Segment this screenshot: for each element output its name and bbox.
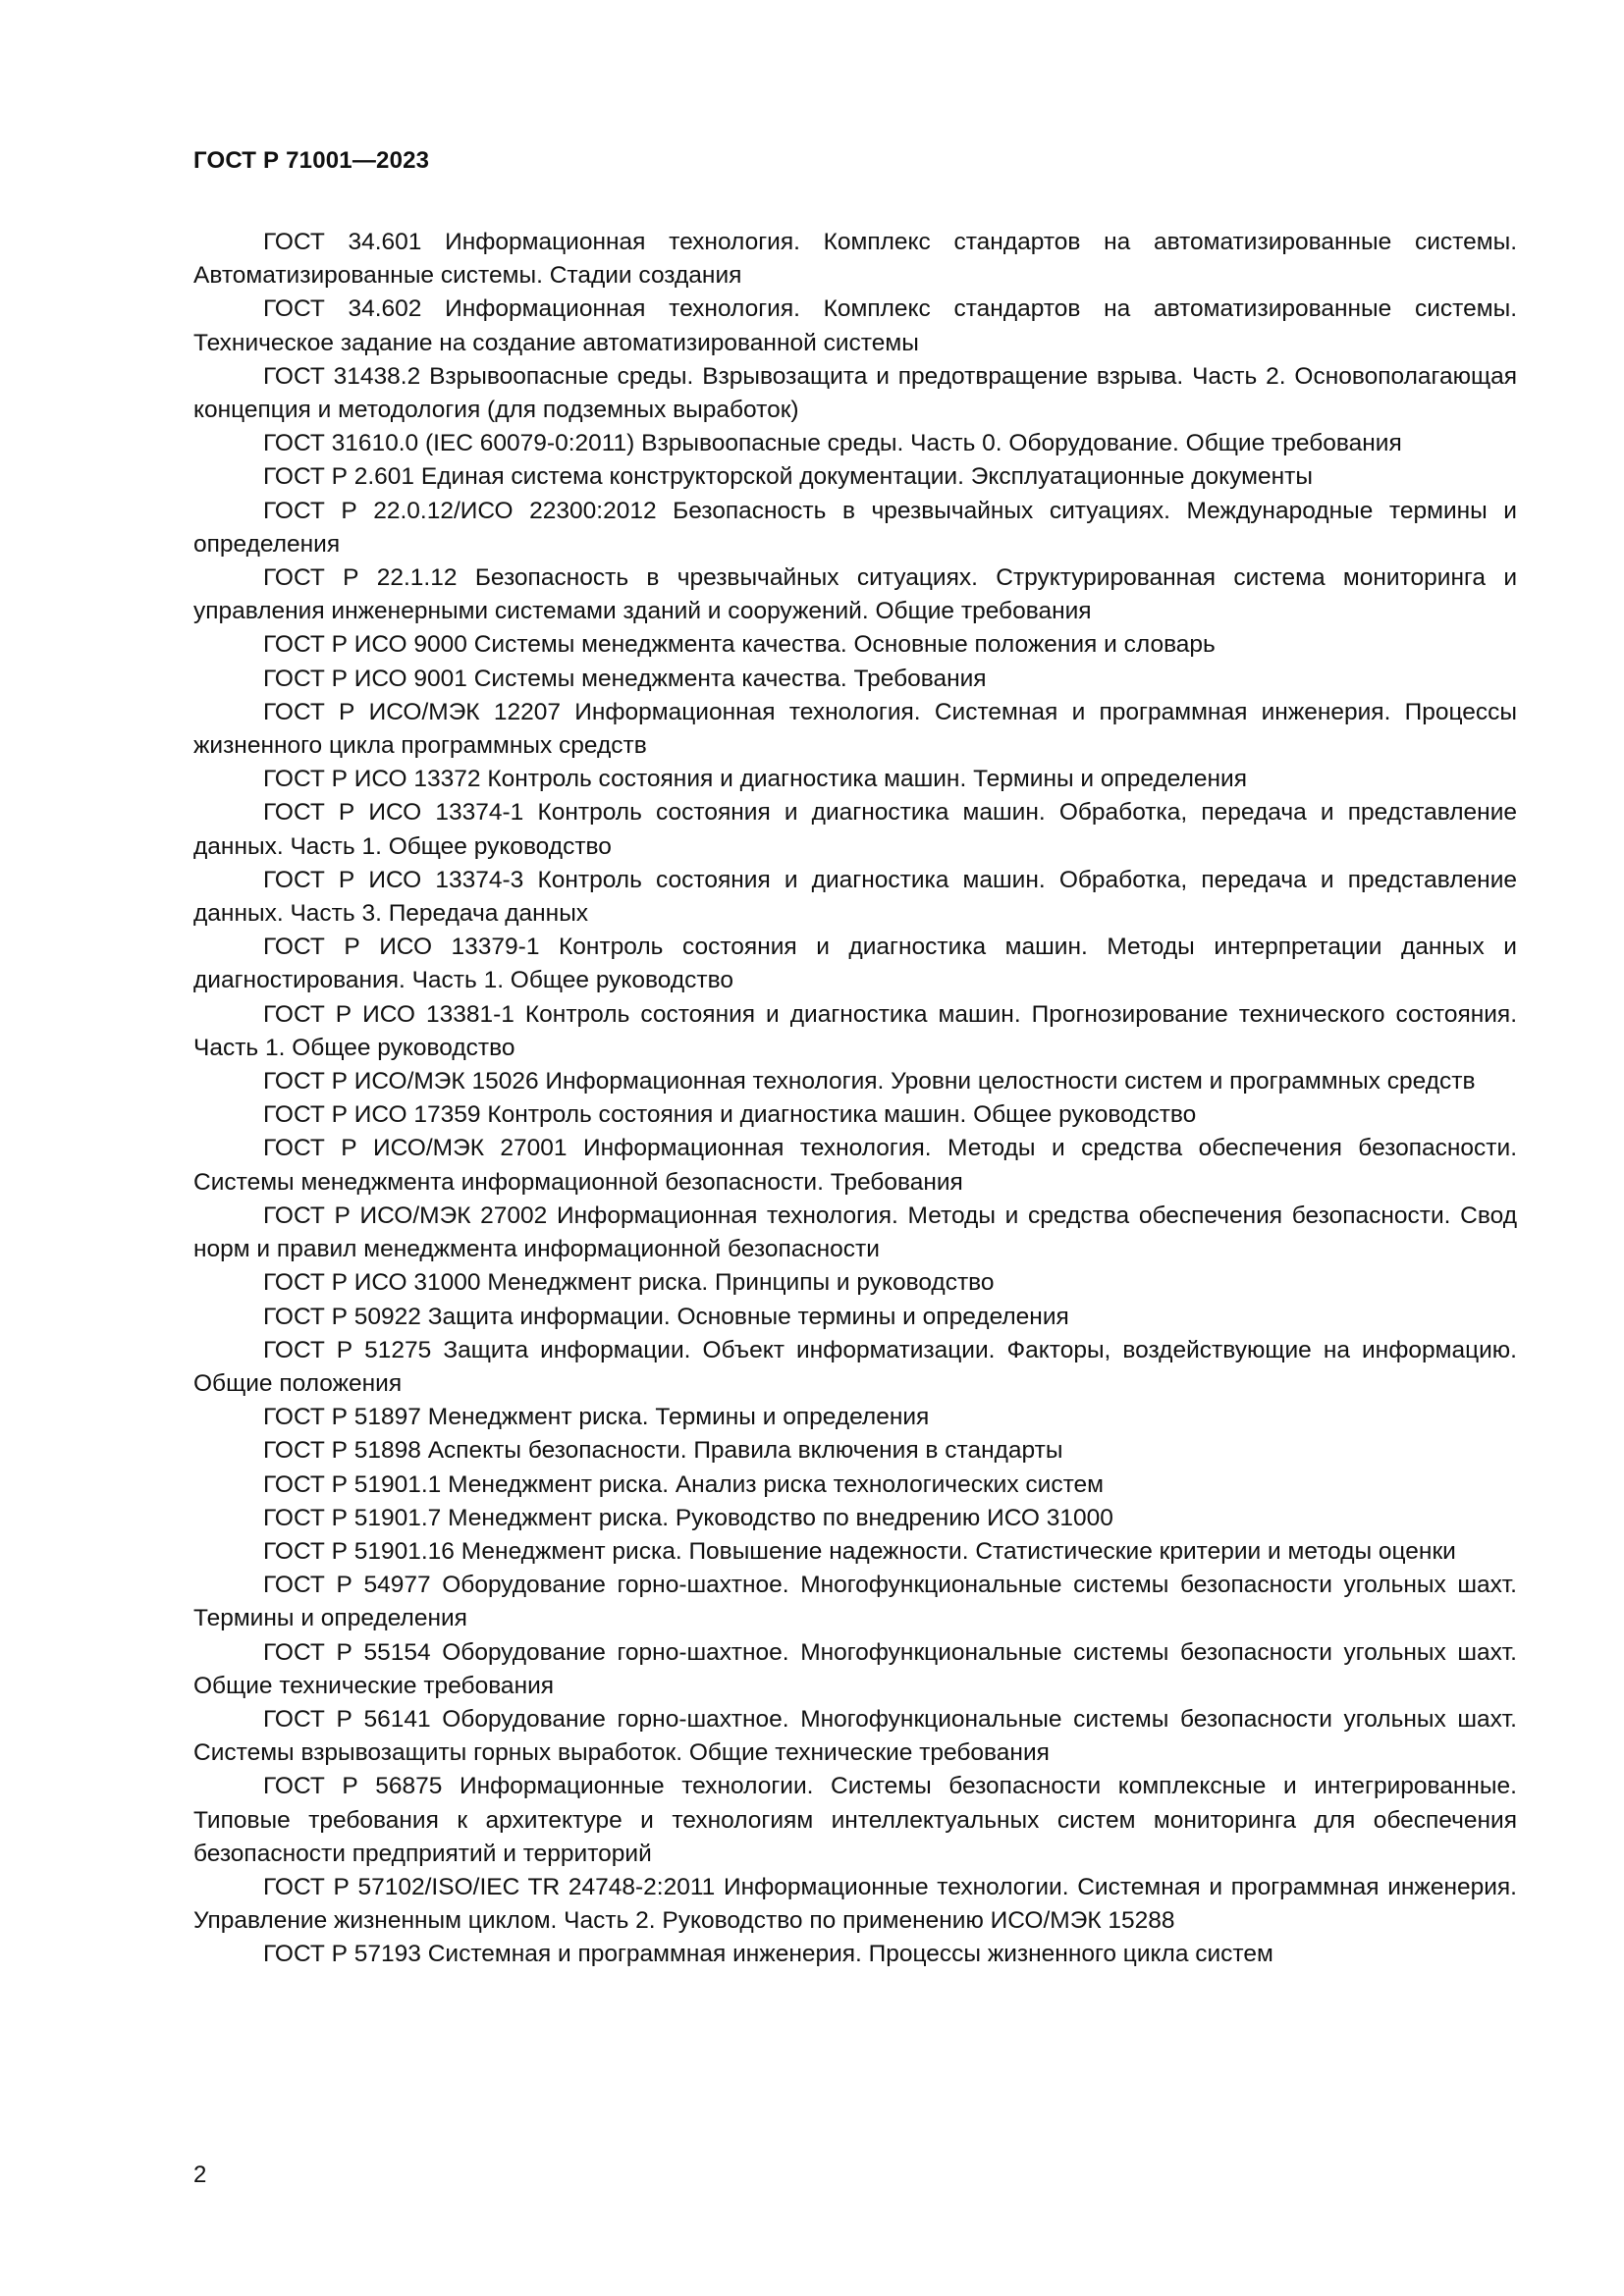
reference-title: Системы менеджмента качества. Основные положения и словарь <box>473 631 1216 659</box>
reference-code: ГОСТ Р 50922 <box>263 1303 421 1330</box>
reference-code: ГОСТ 31610.0 (IEC 60079-0:2011) <box>263 430 635 457</box>
reference-entry <box>193 1401 1517 1434</box>
reference-entry <box>193 360 1517 427</box>
reference-code: ГОСТ Р 56141 <box>263 1705 431 1733</box>
reference-title: Контроль состояния и диагностика машин. Обработка, передача и представление данных. Часть 3. Передача данных <box>193 866 1518 928</box>
reference-entry <box>193 696 1517 763</box>
reference-title: Контроль состояния и диагностика машин. Прогнозирование технического состояния. Часть 1. Общее руководство <box>193 1000 1518 1061</box>
reference-code: ГОСТ Р ИСО 13374-3 <box>263 866 524 893</box>
reference-entry <box>193 663 1517 696</box>
reference-code: ГОСТ Р 22.1.12 <box>263 564 458 592</box>
reference-entry <box>193 1132 1517 1199</box>
reference-entry <box>193 1301 1517 1334</box>
reference-title: Защита информации. Объект информатизации. Факторы, воздействующие на информацию. Общие положения <box>193 1336 1517 1397</box>
reference-code: ГОСТ Р 51898 <box>263 1437 421 1465</box>
reference-title: Аспекты безопасности. Правила включения в стандарты <box>427 1437 1063 1465</box>
reference-entry <box>193 1334 1517 1401</box>
reference-title: Безопасность в чрезвычайных ситуациях. Международные термины и определения <box>193 497 1517 558</box>
reference-title: Информационная технология. Комплекс стандартов на автоматизированные системы. Автоматизированные системы. Стадии создания <box>193 229 1517 290</box>
reference-entry <box>193 427 1517 460</box>
reference-title: Безопасность в чрезвычайных ситуациях. Структурированная система мониторинга и управления инженерными системами зданий и сооружений. Общие требования <box>193 564 1518 625</box>
reference-title: Системы менеджмента качества. Требования <box>473 665 987 692</box>
reference-title: Контроль состояния и диагностика машин. Обработка, передача и представление данных. Часть 1. Общее руководство <box>193 799 1518 860</box>
reference-title: Менеджмент риска. Принципы и руководство <box>487 1269 995 1297</box>
reference-entry <box>193 293 1517 359</box>
reference-entry <box>193 1468 1517 1502</box>
reference-entry <box>193 628 1517 662</box>
reference-code: ГОСТ Р ИСО/МЭК 27001 <box>263 1135 568 1162</box>
reference-title: Менеджмент риска. Анализ риска технологических систем <box>448 1470 1105 1498</box>
reference-entry <box>193 1200 1517 1266</box>
reference-code: ГОСТ Р ИСО 17359 <box>263 1101 481 1129</box>
reference-code: ГОСТ Р 22.0.12/ИСО 22300:2012 <box>263 497 657 524</box>
reference-entry <box>193 561 1517 628</box>
reference-title: Менеджмент риска. Термины и определения <box>427 1404 930 1431</box>
reference-code: ГОСТ 31438.2 <box>263 362 421 390</box>
reference-code: ГОСТ Р 57193 <box>263 1941 421 1968</box>
reference-code: ГОСТ Р 51901.16 <box>263 1537 455 1565</box>
reference-title: Менеджмент риска. Руководство по внедрению ИСО 31000 <box>448 1504 1113 1531</box>
reference-entry <box>193 460 1517 494</box>
reference-entry <box>193 796 1517 863</box>
reference-entry <box>193 998 1517 1065</box>
page-number: 2 <box>193 2162 207 2188</box>
reference-title: Контроль состояния и диагностика машин. Термины и определения <box>487 766 1248 793</box>
reference-title: Оборудование горно-шахтное. Многофункциональные системы безопасности угольных шахт. Системы взрывозащиты горных выработок. Общие технические требования <box>193 1705 1517 1767</box>
reference-entry <box>193 1098 1517 1132</box>
reference-entry <box>193 1434 1517 1468</box>
reference-title: Информационная технология. Комплекс стандартов на автоматизированные системы. Техническое задание на создание автоматизированной системы <box>193 295 1517 356</box>
reference-title: Контроль состояния и диагностика машин. Методы интерпретации данных и диагностирования. Часть 1. Общее руководство <box>193 934 1517 994</box>
reference-title: Информационная технология. Системная и программная инженерия. Процессы жизненного цикла программных средств <box>193 698 1517 760</box>
reference-title: Информационные технологии. Системная и программная инженерия. Управление жизненным циклом. Часть 2. Руководство по применению ИСО/МЭК 15288 <box>193 1873 1517 1935</box>
reference-title: Системная и программная инженерия. Процессы жизненного цикла систем <box>427 1941 1273 1968</box>
reference-title: Оборудование горно-шахтное. Многофункциональные системы безопасности угольных шахт. Общие технические требования <box>193 1638 1517 1699</box>
reference-code: ГОСТ Р 51901.7 <box>263 1504 442 1531</box>
reference-entry <box>193 1938 1517 1971</box>
reference-entry <box>193 1266 1517 1300</box>
reference-title: Информационная технология. Методы и средства обеспечения безопасности. Свод норм и правил менеджмента информационной безопасности <box>193 1201 1517 1263</box>
reference-entry <box>193 226 1517 293</box>
reference-code: ГОСТ Р ИСО 13379-1 <box>263 934 540 961</box>
reference-entry <box>193 495 1517 561</box>
reference-code: ГОСТ Р 51897 <box>263 1404 421 1431</box>
reference-title: Взрывоопасные среды. Взрывозащита и предотвращение взрыва. Часть 2. Основополагающая концепция и методология (для подземных выработок) <box>193 362 1517 424</box>
reference-code: ГОСТ Р ИСО/МЭК 12207 <box>263 698 561 725</box>
reference-title: Информационная технология. Уровни целостности систем и программных средств <box>545 1068 1476 1095</box>
reference-entry <box>193 1569 1517 1635</box>
reference-code: ГОСТ Р ИСО 9000 <box>263 631 467 659</box>
reference-title: Информационная технология. Методы и средства обеспечения безопасности. Системы менеджмента информационной безопасности. Требования <box>193 1135 1517 1196</box>
reference-entry <box>193 1502 1517 1535</box>
reference-code: ГОСТ Р ИСО/МЭК 27002 <box>263 1201 548 1229</box>
reference-code: ГОСТ Р 2.601 <box>263 463 415 491</box>
reference-title: Контроль состояния и диагностика машин. Общее руководство <box>487 1101 1197 1129</box>
reference-entry <box>193 1871 1517 1938</box>
page-header-doc-id: ГОСТ Р 71001—2023 <box>193 147 430 174</box>
reference-code: ГОСТ Р 56875 <box>263 1773 443 1800</box>
normative-references-list <box>193 226 1517 1972</box>
reference-code: ГОСТ Р 54977 <box>263 1572 431 1599</box>
reference-code: ГОСТ Р ИСО 31000 <box>263 1269 481 1297</box>
reference-title: Единая система конструкторской документации. Эксплуатационные документы <box>420 463 1313 491</box>
reference-entry <box>193 931 1517 997</box>
reference-code: ГОСТ 34.602 <box>263 295 422 323</box>
reference-code: ГОСТ Р 57102/ISO/IEC TR 24748-2:2011 <box>263 1873 716 1900</box>
reference-code: ГОСТ 34.601 <box>263 229 422 255</box>
reference-title: Информационные технологии. Системы безопасности комплексные и интегрированные. Типовые требования к архитектуре и технологиям интеллектуальных систем мониторинга для обеспечения безопасности предприятий и территорий <box>193 1773 1517 1867</box>
reference-code: ГОСТ Р ИСО/МЭК 15026 <box>263 1068 539 1095</box>
reference-title: Защита информации. Основные термины и определения <box>427 1303 1069 1330</box>
reference-entry <box>193 864 1517 931</box>
reference-title: Менеджмент риска. Повышение надежности. Статистические критерии и методы оценки <box>460 1537 1456 1565</box>
reference-entry <box>193 1703 1517 1770</box>
reference-entry <box>193 763 1517 796</box>
reference-entry <box>193 1535 1517 1569</box>
reference-entry <box>193 1065 1517 1098</box>
reference-title: Оборудование горно-шахтное. Многофункциональные системы безопасности угольных шахт. Термины и определения <box>193 1572 1517 1632</box>
reference-entry <box>193 1636 1517 1703</box>
reference-code: ГОСТ Р 55154 <box>263 1638 431 1666</box>
reference-code: ГОСТ Р 51275 <box>263 1336 432 1363</box>
reference-code: ГОСТ Р ИСО 9001 <box>263 665 467 692</box>
reference-code: ГОСТ Р 51901.1 <box>263 1470 442 1498</box>
reference-code: ГОСТ Р ИСО 13372 <box>263 766 481 793</box>
reference-entry <box>193 1770 1517 1871</box>
reference-code: ГОСТ Р ИСО 13381-1 <box>263 1000 514 1028</box>
reference-title: Взрывоопасные среды. Часть 0. Оборудование. Общие требования <box>641 430 1402 457</box>
reference-code: ГОСТ Р ИСО 13374-1 <box>263 799 524 827</box>
